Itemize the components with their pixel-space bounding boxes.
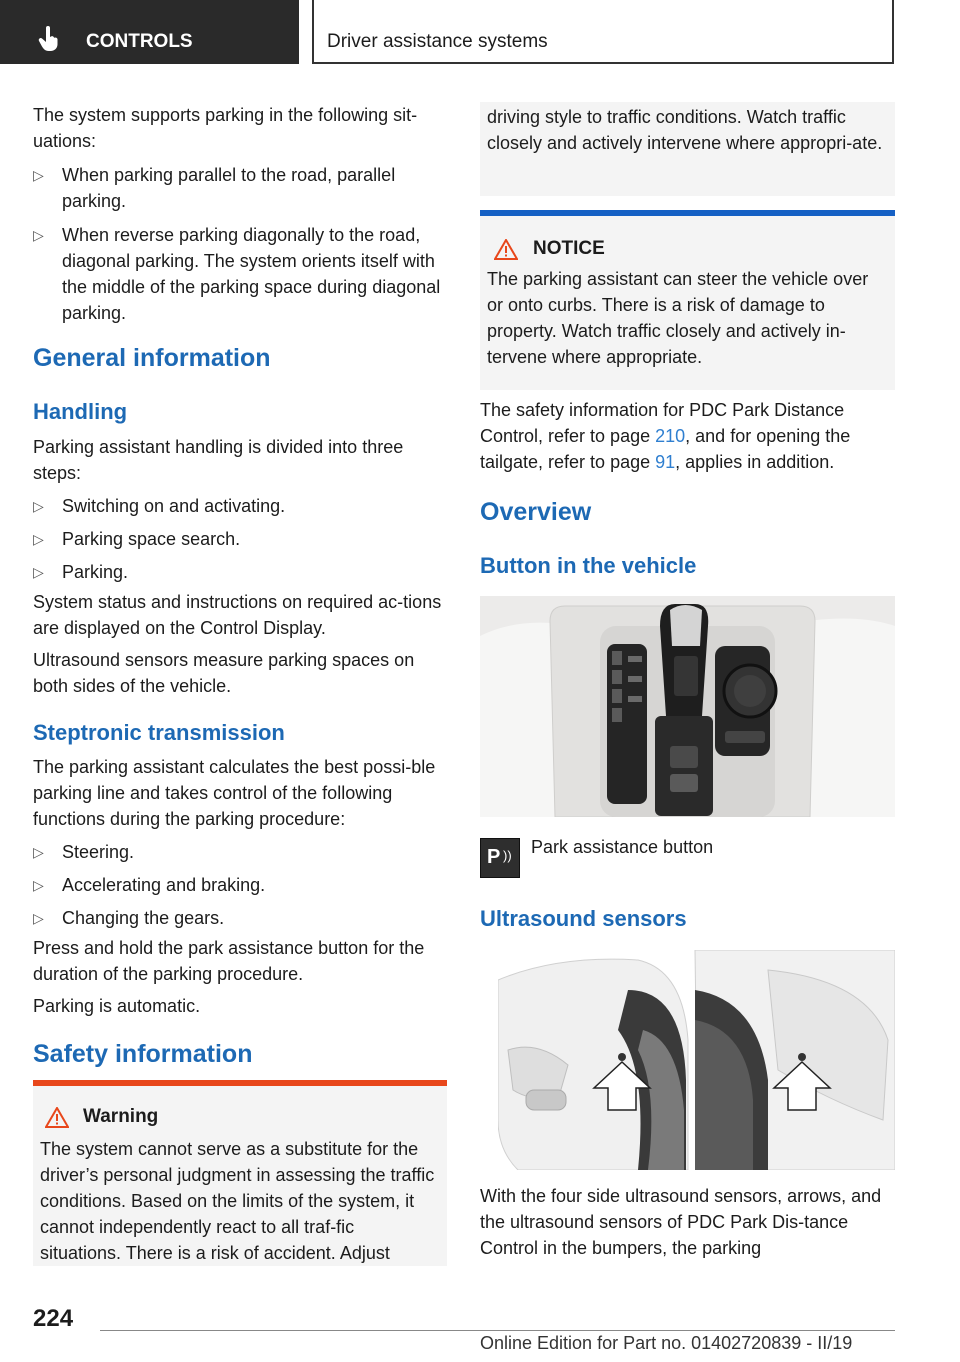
press-text: Press and hold the park assistance button for the duration of the parking procedure. [33,938,425,984]
heading-steptronic: Steptronic transmission [33,720,285,745]
heading-safety-information: Safety information [33,1040,253,1068]
bullet-triangle-icon: ▷ [33,498,44,514]
heading-overview: Overview [480,498,592,526]
page-link-91[interactable]: 91 [655,452,676,472]
list-item: ▷ When reverse parking diagonally to the road, diagonal parking. The system orients itself with the middle of the parking space during diagonal parking. [33,222,447,326]
handling-text: Parking assistant handling is divided into three steps: [33,437,404,483]
bullet-triangle-icon: ▷ [33,531,44,547]
list-item: ▷ Steering. [33,839,447,865]
chapter-header [312,0,894,64]
bullet-triangle-icon: ▷ [33,564,44,580]
steptronic-text: The parking assistant calculates the best possi-ble parking line and takes control of the following functions during the parking procedure: [33,757,436,829]
page-number: 224 [33,1305,74,1332]
warning-text: The system cannot serve as a substitute for the driver’s personal judgment in assessing the traffic conditions. Based on the limits of the system, it cannot independently react to all traf-fic situations. There is a risk of accident. Adjust [40,1139,435,1263]
intro-block [33,102,447,326]
edition-text: Online Edition for Part no. 01402720839 - II/19 [480,1333,853,1353]
reference-text: The safety information for PDC Park Distance Control, refer to page 210, and for opening the tailgate, refer to page 91, applies in addition. [480,400,851,472]
ultrasound-sensors-image [498,950,895,1170]
notice-triangle-icon [494,239,518,260]
page-link-210[interactable]: 210 [655,426,686,446]
heading-ultrasound-sensors: Ultrasound sensors [480,906,687,931]
intro-text: The system supports parking in the following sit-uations: [33,105,418,151]
warning-continued-box [480,102,895,196]
park-assistance-button-icon: P )) [480,838,520,878]
list-item: ▷ Parking space search. [33,526,447,552]
bullet-triangle-icon: ▷ [33,844,44,860]
notice-box [480,210,895,390]
steptronic-block [33,754,447,1019]
sensors-text: With the four side ultrasound sensors, arrows, and the ultrasound sensors of PDC Park Dis-tance Control in the bumpers, the parking [480,1186,882,1258]
list-item: ▷ Switching on and activating. [33,493,447,519]
notice-text: The parking assistant can steer the vehicle over or onto curbs. There is a risk of damage to property. Watch traffic closely and actively in-tervene where appropriate. [487,269,869,367]
list-item: ▷ Parking. [33,559,447,585]
heading-button-in-vehicle: Button in the vehicle [480,553,697,578]
status-text: System status and instructions on required ac-tions are displayed on the Control Display. [33,592,442,638]
list-item: ▷ Accelerating and braking. [33,872,447,898]
warning-continued-text: driving style to traffic conditions. Watch traffic closely and actively intervene where appropri-ate. [487,107,883,153]
warning-box [33,1080,447,1266]
center-console-image [480,596,895,817]
list-item: ▷ Changing the gears. [33,905,447,931]
list-item: ▷ When parking parallel to the road, parallel parking. [33,162,447,214]
footer-divider [100,1330,895,1331]
handling-block [33,434,447,699]
ultrasound-text: Ultrasound sensors measure parking spaces on both sides of the vehicle. [33,650,415,696]
warning-title: Warning [83,1106,159,1127]
heading-handling: Handling [33,399,128,424]
notice-title: NOTICE [533,238,605,259]
park-assistance-caption: Park assistance button [531,837,714,857]
hand-pointer-icon [38,26,60,52]
section-title: CONTROLS [86,31,193,52]
bullet-triangle-icon: ▷ [33,910,44,926]
bullet-triangle-icon: ▷ [33,877,44,893]
section-tab [0,0,299,64]
bullet-triangle-icon: ▷ [33,227,44,243]
heading-general-information: General information [33,344,271,372]
bullet-triangle-icon: ▷ [33,167,44,183]
warning-triangle-icon [45,1107,69,1128]
automatic-text: Parking is automatic. [33,996,201,1016]
chapter-title: Driver assistance systems [327,31,548,52]
